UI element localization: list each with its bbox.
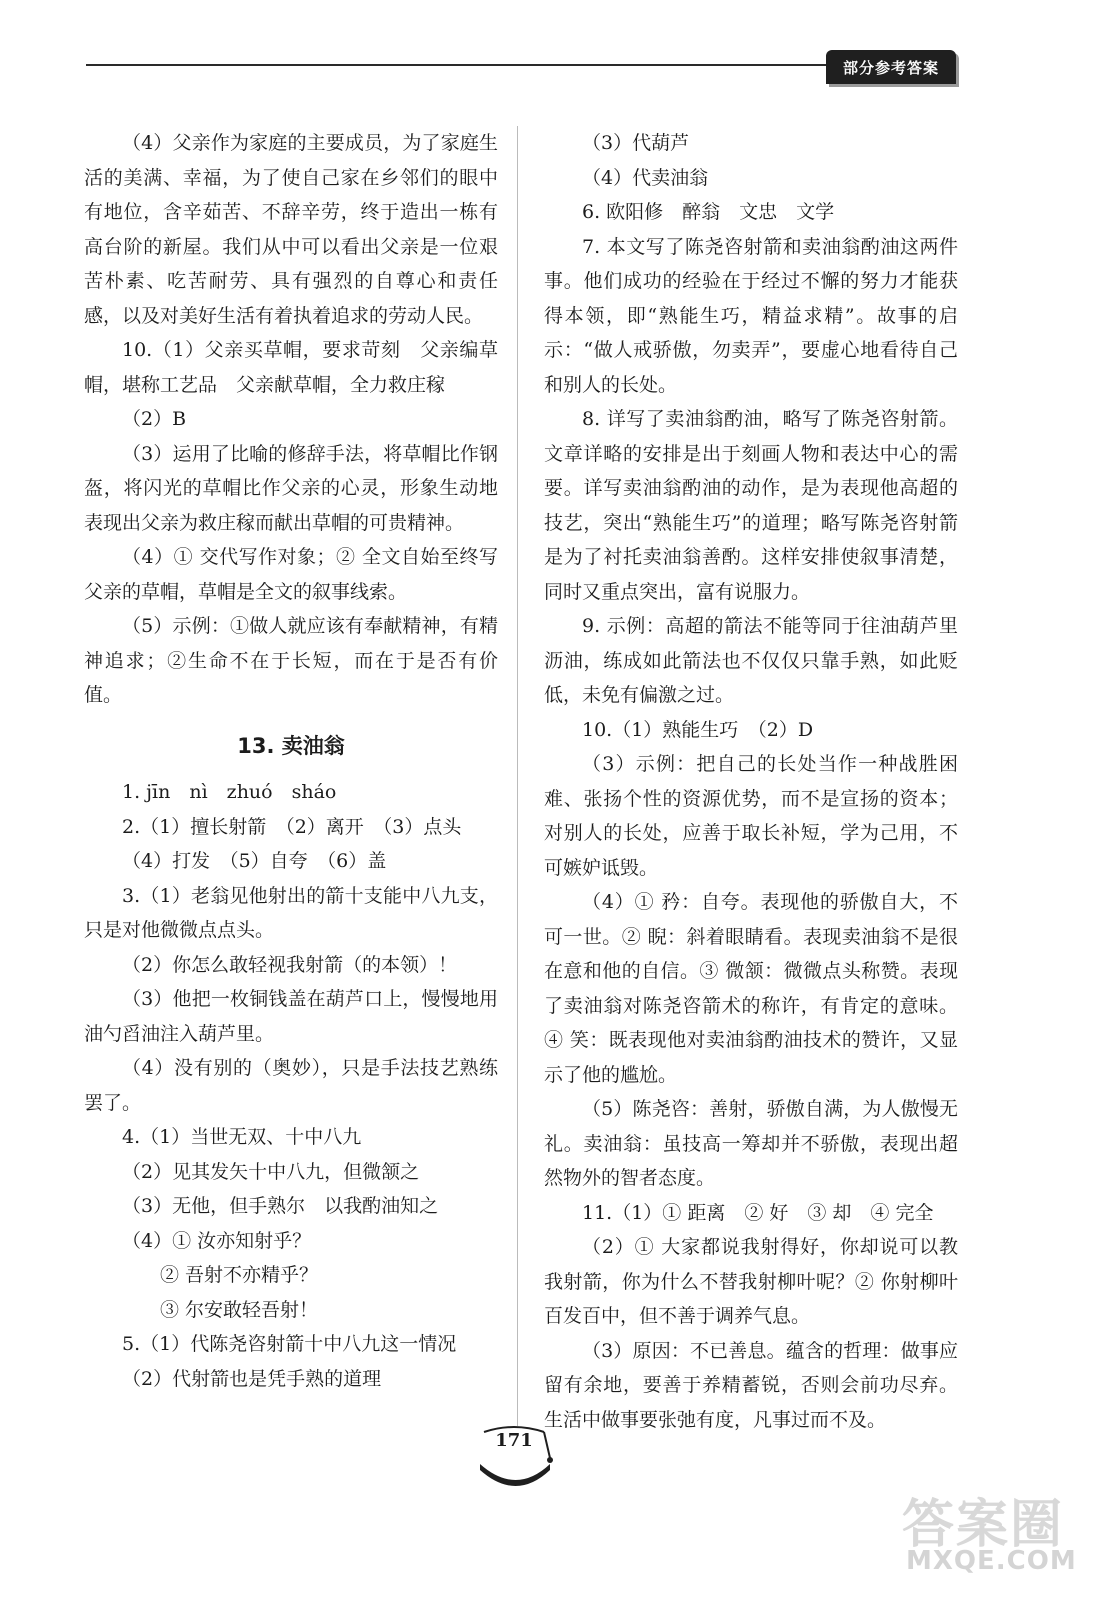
answer-paragraph: 1. jīn nì zhuó sháo [122,781,337,803]
answer-paragraph: （3）运用了比喻的修辞手法，将草帽比作钢盔，将闪光的草帽比作父亲的心灵，形象生动地表现出父亲为救庄稼而献出草帽的可贵精神。 [84,442,498,534]
answer-paragraph: （4）① 矜：自夸。表现他的骄傲自大，不可一世。② 睨：斜着眼睛看。表现卖油翁不是很在意和他的自信。③ 微颔：微微点头称赞。表现了卖油翁对陈尧咨箭术的称许，有肯定的意味。④ 笑：既表现他对卖油翁酌油技术的赞许，又显示了他的尴尬。 [544,891,958,1086]
answer-paragraph: （4）① 汝亦知射乎？ [122,1229,312,1252]
answer-paragraph: （3）原因：不已善息。蕴含的哲理：做事应留有余地，要善于养精蓄锐，否则会前功尽弃。生活中做事要张弛有度，凡事过而不及。 [544,1339,958,1431]
header-rule [86,64,826,66]
answer-paragraph: （3）示例：把自己的长处当作一种战胜困难、张扬个性的资源优势，而不是宣扬的资本；对别人的长处，应善于取长补短，学为己用，不可嫉妒诋毁。 [544,753,958,879]
answer-paragraph: 6. 欧阳修 醉翁 文忠 文学 [582,201,835,223]
answer-paragraph: （4）代卖油翁 [582,166,709,189]
answer-paragraph: 10.（1）父亲买草帽，要求苛刻 父亲编草帽，堪称工艺品 父亲献草帽，全力救庄稼 [84,339,498,396]
answer-paragraph: （4）① 交代写作对象；② 全文自始至终写父亲的草帽，草帽是全文的叙事线索。 [84,546,498,603]
answer-paragraph: （5）示例：①做人就应该有奉献精神，有精神追求；②生命不在于长短，而在于是否有价值。 [84,615,498,706]
answer-paragraph: （4）没有别的（奥妙），只是手法技艺熟练罢了。 [84,1057,498,1114]
answer-paragraph: （3）无他，但手熟尔 以我酌油知之 [122,1195,439,1217]
answer-paragraph: （5）陈尧咨：善射，骄傲自满，为人傲慢无礼。卖油翁：虽技高一筹却并不骄傲，表现出超然物外的智者态度。 [544,1098,958,1189]
answer-paragraph: ③ 尔安敢轻吾射！ [160,1298,319,1321]
watermark-main: 答案圈 [902,1495,1065,1555]
answer-paragraph: 11.（1）① 距离 ② 好 ③ 却 ④ 完全 [582,1201,934,1224]
answer-paragraph: （3）他把一枚铜钱盖在葫芦口上，慢慢地用油勺舀油注入葫芦里。 [84,988,498,1045]
section-title: 13. 卖油翁 [237,733,345,758]
answer-paragraph: （4）打发 （5）自夸 （6）盖 [122,850,387,872]
header-tab [826,50,956,84]
answer-paragraph: （2）B [122,408,187,430]
watermark-logo [892,1482,1082,1582]
answer-paragraph: 2.（1）擅长射箭 （2）离开 （3）点头 [122,815,462,838]
page-footer [478,1422,556,1492]
right-column [544,126,958,1437]
header-tab-label: 部分参考答案 [842,58,939,77]
answer-paragraph: 9. 示例：高超的箭法不能等同于往油葫芦里沥油，练成如此箭法也不仅仅只靠手熟，如此贬低，未免有偏激之过。 [544,615,958,706]
answer-paragraph: （3）代葫芦 [582,132,690,154]
answer-paragraph: 8. 详写了卖油翁酌油，略写了陈尧咨射箭。文章详略的安排是出于刻画人物和表达中心的需要。详写卖油翁酌油的动作，是为表现他高超的技艺，突出“熟能生巧”的道理；略写陈尧咨射箭是为了衬托卖油翁善酌。这样安排使叙事清楚，同时又重点突出，富有说服力。 [544,408,958,603]
answer-paragraph: ② 吾射不亦精乎？ [160,1264,319,1286]
watermark-url: MXQE.COM [906,1546,1077,1576]
answer-paragraph: 10.（1）熟能生巧 （2）D [582,718,814,741]
answer-paragraph: （2）代射箭也是凭手熟的道理 [122,1367,382,1390]
answer-paragraph: 3.（1）老翁见他射出的箭十支能中八九支，只是对他微微点点头。 [84,884,498,941]
answer-paragraph: 7. 本文写了陈尧咨射箭和卖油翁酌油这两件事。他们成功的经验在于经过不懈的努力才能获得本领，即“熟能生巧，精益求精”。故事的启示：“做人戒骄傲，勿卖弄”，要虚心地看待自己和别人的长处。 [544,235,958,396]
answer-paragraph: （4）父亲作为家庭的主要成员，为了家庭生活的美满、幸福，为了使自己家在乡邻们的眼中有地位，含辛茹苦、不辞辛劳，终于造出一栋有高台阶的新屋。我们从中可以看出父亲是一位艰苦朴素、吃苦耐劳、具有强烈的自尊心和责任感，以及对美好生活有着执着追求的劳动人民。 [84,132,498,327]
answer-paragraph: 4.（1）当世无双、十中八九 [122,1126,362,1148]
answer-paragraph: （2）① 大家都说我射得好，你却说可以教我射箭，你为什么不替我射柳叶呢？② 你射柳叶百发百中，但不善于调养气息。 [544,1236,958,1327]
left-column [84,126,498,1396]
answer-paragraph: （2）见其发矢十中八九，但微颔之 [122,1160,420,1183]
answer-paragraph: 5.（1）代陈尧咨射箭十中八九这一情况 [122,1333,457,1355]
page-number: 171 [495,1430,533,1451]
answer-paragraph: （2）你怎么敢轻视我射箭（的本领）！ [122,953,458,976]
column-divider [517,126,518,1426]
